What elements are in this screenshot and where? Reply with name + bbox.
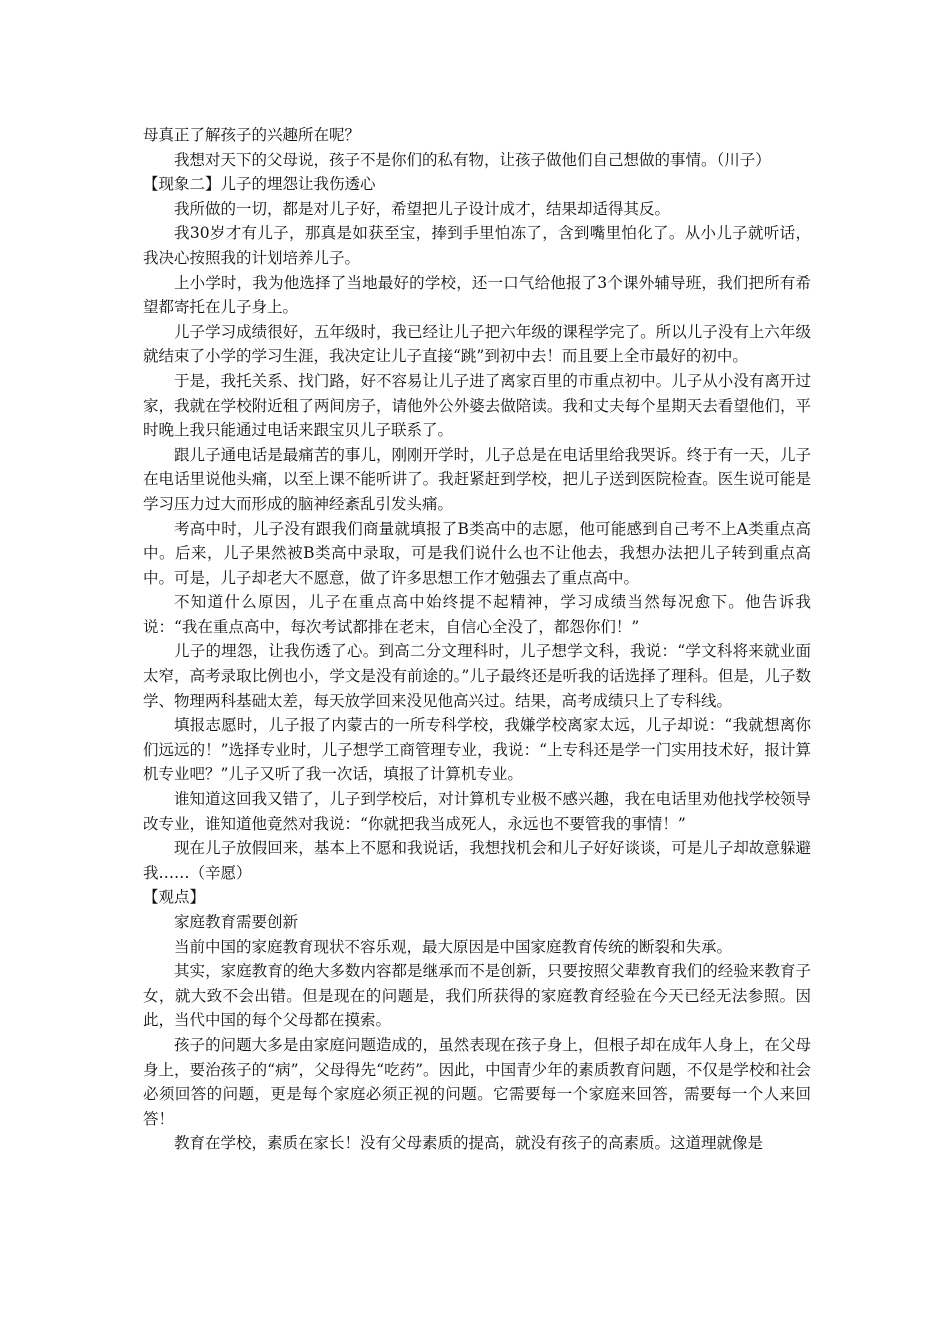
paragraph: 跟儿子通电话是最痛苦的事儿，刚刚开学时，儿子总是在电话里给我哭诉。终于有一天，儿子在电话里说他头痛，以至上课不能听讲了。我赶紧赶到学校，把儿子送到医院检查。医生说可能是学习压力过大而形成的脑神经紊乱引发头痛。 xyxy=(143,445,811,513)
paragraph: 我30岁才有儿子，那真是如获至宝，捧到手里怕冻了，含到嘴里怕化了。从小儿子就听话，我决心按照我的计划培养儿子。 xyxy=(143,224,811,267)
paragraph: 于是，我托关系、找门路，好不容易让儿子进了离家百里的市重点初中。儿子从小没有离开过家，我就在学校附近租了两间房子，请他外公外婆去做陪读。我和丈夫每个星期天去看望他们，平时晚上我只能通过电话来跟宝贝儿子联系了。 xyxy=(143,371,811,440)
paragraph: 考高中时，儿子没有跟我们商量就填报了B类高中的志愿，他可能感到自己考不上A类重点高中。后来，儿子果然被B类高中录取，可是我们说什么也不让他去，我想办法把儿子转到重点高中。可是，儿子却老大不愿意，做了许多思想工作才勉强去了重点高中。 xyxy=(143,519,811,587)
paragraph: 儿子学习成绩很好，五年级时，我已经让儿子把六年级的课程学完了。所以儿子没有上六年级就结束了小学的学习生涯，我决定让儿子直接“跳”到初中去！而且要上全市最好的初中。 xyxy=(143,322,811,366)
paragraph: 教育在学校，素质在家长！没有父母素质的提高，就没有孩子的高素质。这道理就像是 xyxy=(174,1134,764,1153)
paragraph: 谁知道这回我又错了，儿子到学校后，对计算机专业极不感兴趣，我在电话里劝他找学校领导改专业，谁知道他竟然对我说：“你就把我当成死人，永远也不要管我的事情！” xyxy=(143,790,811,833)
subheading: 家庭教育需要创新 xyxy=(174,913,299,931)
document-page xyxy=(143,123,811,1156)
paragraph: 当前中国的家庭教育现状不容乐观，最大原因是中国家庭教育传统的断裂和失承。 xyxy=(174,937,733,956)
paragraph: 填报志愿时，儿子报了内蒙古的一所专科学校，我嫌学校离家太远，儿子却说：“我就想离你们远远的！”选择专业时，儿子想学工商管理专业，我说：“上专科还是学一门实用技术好，报计算机专业吧？”儿子又听了我一次话，填报了计算机专业。 xyxy=(143,716,811,784)
paragraph: 我想对天下的父母说，孩子不是你们的私有物，让孩子做他们自己想做的事情。（川子） xyxy=(174,150,771,169)
paragraph: 孩子的问题大多是由家庭问题造成的，虽然表现在孩子身上，但根子却在成年人身上，在父母身上，要治孩子的“病”，父母得先“吃药”。因此，中国青少年的素质教育问题，不仅是学校和社会必须回答的问题，更是每个家庭必须正视的问题。它需要每一个家庭来回答，需要每一个人来回答！ xyxy=(143,1035,811,1128)
paragraph: 其实，家庭教育的绝大多数内容都是继承而不是创新，只要按照父辈教育我们的经验来教育子女，就大致不会出错。但是现在的问题是，我们所获得的家庭教育经验在今天已经无法参照。因此，当代中国的每个父母都在摸索。 xyxy=(143,962,811,1030)
paragraph: 儿子的埋怨，让我伤透了心。到高二分文理科时，儿子想学文科，我说：“学文科将来就业面太窄，高考录取比例也小，学文是没有前途的。”儿子最终还是听我的话选择了理科。但是，儿子数学、物理两科基础太差，每天放学回来没见他高兴过。结果，高考成绩只上了专科线。 xyxy=(143,642,811,710)
section-heading: 【现象二】儿子的埋怨让我伤透心 xyxy=(143,175,376,194)
paragraph: 上小学时，我为他选择了当地最好的学校，还一口气给他报了3个课外辅导班，我们把所有希望都寄托在儿子身上。 xyxy=(143,273,811,317)
paragraph: 不知道什么原因，儿子在重点高中始终提不起精神，学习成绩当然每况愈下。他告诉我说：“我在重点高中，每次考试都排在老末，自信心全没了，都怨你们！” xyxy=(143,593,811,636)
paragraph: 现在儿子放假回来，基本上不愿和我说话，我想找机会和儿子好好谈谈，可是儿子却故意躲避我……（辛愿） xyxy=(143,839,811,882)
paragraph: 母真正了解孩子的兴趣所在呢？ xyxy=(143,126,361,144)
paragraph: 我所做的一切，都是对儿子好，希望把儿子设计成才，结果却适得其反。 xyxy=(174,199,671,218)
section-heading: 【观点】 xyxy=(143,888,206,907)
